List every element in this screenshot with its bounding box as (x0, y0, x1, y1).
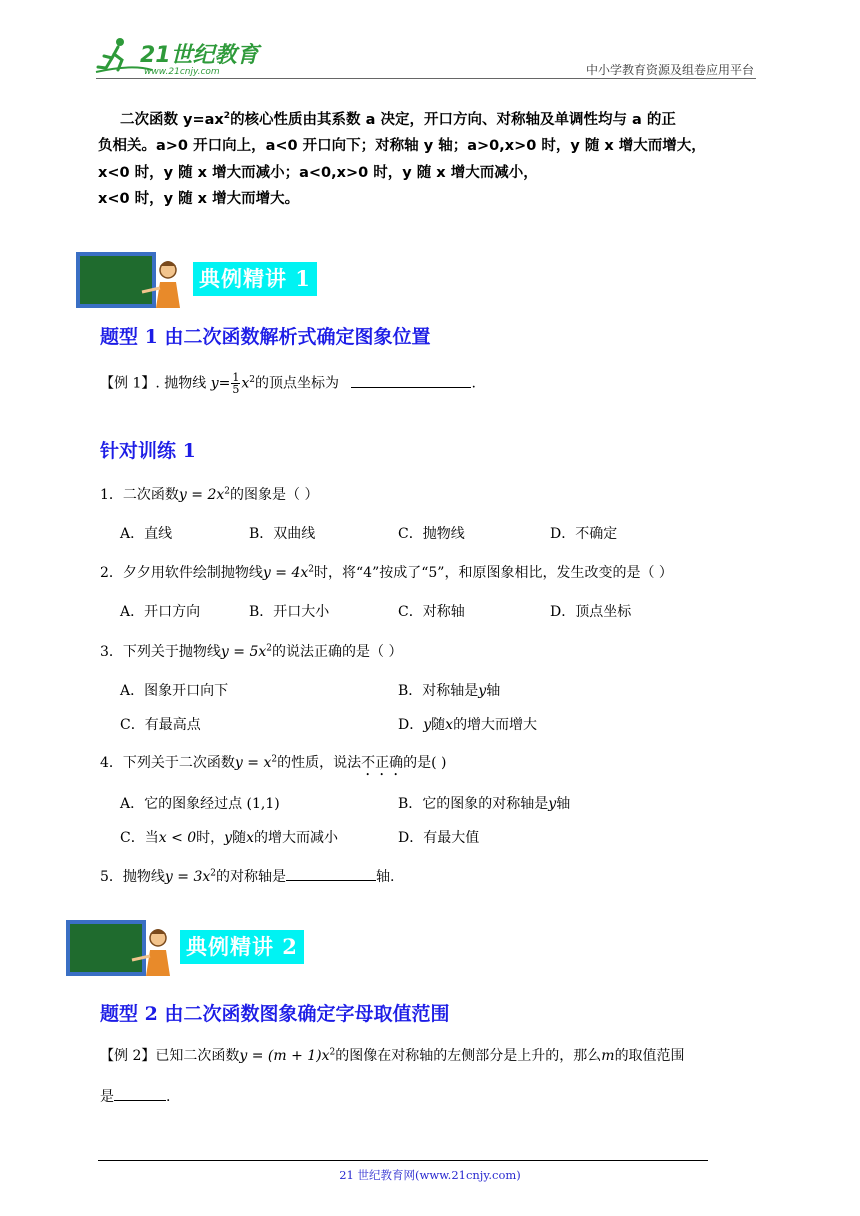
logo-text: 21世纪教育 (140, 43, 259, 68)
question-3: 3．下列关于抛物线$y = 5x^2$的说法正确的是（ ） (100, 643, 403, 660)
q1-option-b[interactable]: B．双曲线 (249, 526, 316, 542)
emphasis-not-correct: 不正确 (361, 755, 404, 771)
banner-2 (66, 920, 174, 980)
q3-option-d[interactable]: D．y随x的增大而增大 (398, 717, 538, 733)
q2-option-c[interactable]: C．对称轴 (398, 604, 465, 620)
q1-option-c[interactable]: C．抛物线 (398, 526, 465, 542)
question-2: 2．夕夕用软件绘制抛物线$y = 4x^2$时，将“4”按成了“5”，和原图象相比，发生改变的是（ ） (100, 564, 673, 581)
q4-option-c[interactable]: C．当x < 0时，y随x的增大而减小 (120, 830, 338, 846)
q4-option-d[interactable]: D．有最大值 (398, 830, 480, 846)
q1-option-d[interactable]: D．不确定 (550, 526, 618, 542)
q1-option-a[interactable]: A．直线 (120, 526, 173, 542)
question-5: 5．抛物线$y = 3x^2$的对称轴是 轴. (100, 866, 394, 886)
q2-option-a[interactable]: A．开口方向 (120, 604, 201, 620)
intro-line-1: 二次函数 $y=ax^2$的核心性质由其系数 a 决定，开口方向、对称轴及单调性均与 a 的正 (120, 111, 676, 128)
banner-2-label: 典例精讲 2 (180, 930, 304, 964)
type-1-title: 题型 1 由二次函数解析式确定图象位置 (100, 326, 431, 348)
footer-divider (98, 1160, 708, 1161)
q2-option-d[interactable]: D．顶点坐标 (550, 604, 632, 620)
answer-blank[interactable] (351, 373, 471, 388)
fraction: $\frac{1}{5}$ (232, 371, 240, 397)
q4-option-a[interactable]: A．它的图象经过点 (1,1) (120, 796, 280, 812)
q3-option-b[interactable]: B．对称轴是y轴 (398, 683, 501, 699)
site-label: 中小学教育资源及组卷应用平台 (585, 63, 754, 77)
teacher-blackboard-icon (66, 920, 174, 976)
training-1-title: 针对训练 1 (100, 440, 196, 462)
type-2-title: 题型 2 由二次函数图象确定字母取值范围 (100, 1003, 450, 1025)
banner-1-label: 典例精讲 1 (193, 262, 317, 296)
teacher-blackboard-icon (76, 252, 184, 308)
example-2: 【例 2】已知二次函数$y = (m + 1)x^2$的图像在对称轴的左侧部分是上升的，那么m的取值范围 (100, 1047, 685, 1064)
q4-option-b[interactable]: B．它的图象的对称轴是y轴 (398, 796, 571, 812)
example-2-line-2: 是 . (100, 1086, 170, 1106)
question-4: 4．下列关于二次函数$y = x^2$的性质，说法不正确的是( ) (100, 754, 447, 771)
answer-blank[interactable] (114, 1086, 166, 1101)
site-logo (92, 34, 262, 78)
logo-url: www.21cnjy.com (144, 67, 220, 77)
banner-1 (76, 252, 184, 312)
intro-paragraph (98, 103, 762, 213)
question-1: 1．二次函数$y = 2x^2$的图象是（ ） (100, 486, 319, 503)
answer-blank[interactable] (286, 866, 376, 881)
header-divider (96, 78, 756, 79)
intro-line-3: x<0 时，y 随 x 增大而减小；a<0,x>0 时，y 随 x 增大而减小， (98, 164, 538, 181)
example-1: 【例 1】. 抛物线 y= $\frac{1}{5}$ $x^2$的顶点坐标为 . (100, 371, 476, 397)
q2-option-b[interactable]: B．开口大小 (249, 604, 330, 620)
footer-text[interactable]: 21 世纪教育网(www.21cnjy.com) (339, 1168, 521, 1182)
q3-option-a[interactable]: A．图象开口向下 (120, 683, 229, 699)
q3-option-c[interactable]: C．有最高点 (120, 717, 201, 733)
intro-line-2: 负相关。a>0 开口向上，a<0 开口向下；对称轴 y 轴；a>0,x>0 时，y 随 x 增大而增大， (98, 138, 706, 155)
intro-line-4: x<0 时，y 随 x 增大而增大。 (98, 191, 300, 208)
